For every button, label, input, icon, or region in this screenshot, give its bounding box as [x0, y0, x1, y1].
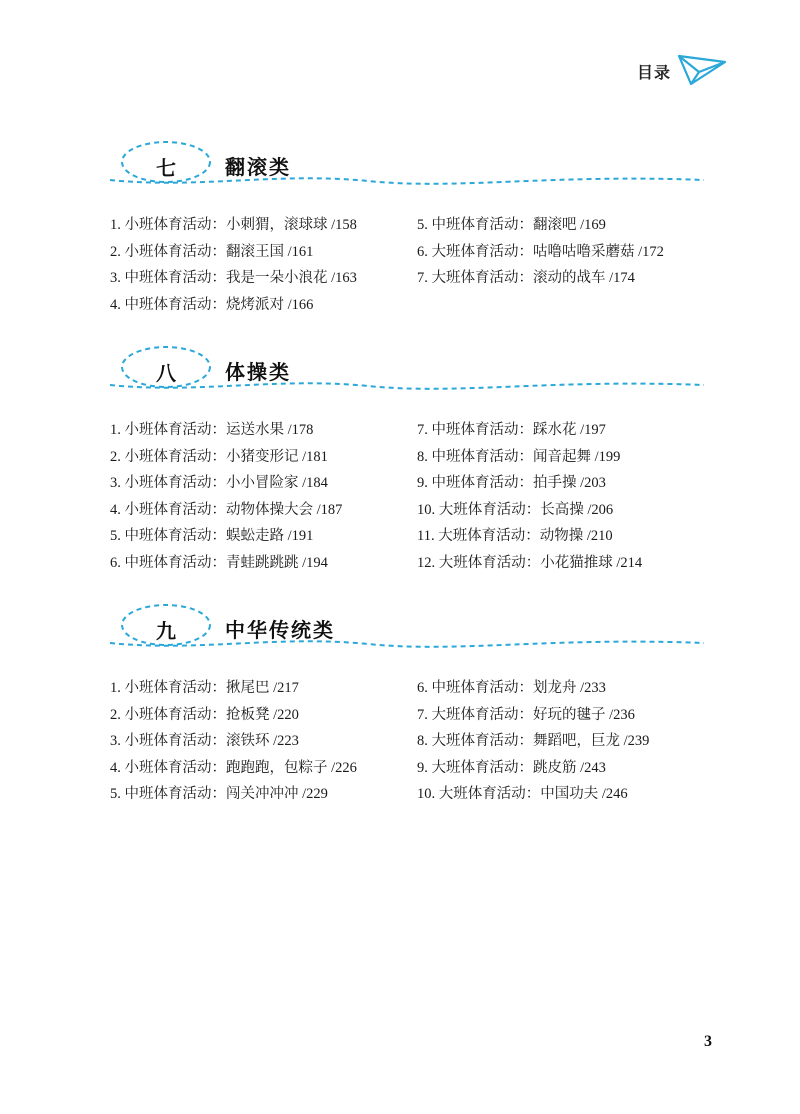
section-number: 七: [156, 156, 176, 180]
section-heading: [108, 345, 708, 395]
section-heading: [108, 140, 708, 190]
section-title: 翻滚类: [225, 155, 291, 179]
toc-entry[interactable]: 2. 小班体育活动：小猪变形记 /181: [110, 448, 328, 465]
toc-entry[interactable]: 4. 小班体育活动：动物体操大会 /187: [110, 501, 343, 518]
toc-entry[interactable]: 5. 中班体育活动：闯关冲冲冲 /229: [110, 786, 328, 802]
toc-entry[interactable]: 1. 小班体育活动：运送水果 /178: [110, 422, 314, 438]
toc-entry[interactable]: 1. 小班体育活动：小刺猬，滚球球 /158: [110, 217, 357, 233]
toc-entry[interactable]: 7. 大班体育活动：好玩的毽子 /236: [417, 706, 635, 723]
toc-entry[interactable]: 8. 中班体育活动：闻音起舞 /199: [417, 448, 621, 465]
toc-entry[interactable]: 8. 大班体育活动：舞蹈吧，巨龙 /239: [417, 733, 650, 749]
toc-entry[interactable]: 7. 大班体育活动：滚动的战车 /174: [417, 270, 635, 286]
toc-entry[interactable]: 2. 小班体育活动：翻滚王国 /161: [110, 243, 314, 260]
toc-entry[interactable]: 3. 小班体育活动：滚铁环 /223: [110, 733, 299, 749]
toc-entry[interactable]: 5. 中班体育活动：蜈蚣走路 /191: [110, 528, 314, 544]
toc-column-right: [417, 675, 649, 808]
dashed-bubble-decoration: [108, 603, 708, 653]
toc-entry[interactable]: 12. 大班体育活动：小花猫推球 /214: [417, 554, 643, 571]
toc-entry[interactable]: 1. 小班体育活动：揪尾巴 /217: [110, 680, 299, 696]
toc-entry[interactable]: 11. 大班体育活动：动物操 /210: [417, 528, 613, 544]
toc-entry[interactable]: 3. 小班体育活动：小小冒险家 /184: [110, 475, 328, 491]
toc-entry[interactable]: 4. 中班体育活动：烧烤派对 /166: [110, 296, 314, 313]
page-number: 3: [704, 1033, 712, 1050]
toc-entry[interactable]: 9. 中班体育活动：拍手操 /203: [417, 475, 606, 491]
toc-entry[interactable]: 3. 中班体育活动：我是一朵小浪花 /163: [110, 270, 357, 286]
section-heading: [108, 603, 708, 653]
toc-column-left: [110, 675, 357, 808]
toc-entry[interactable]: 2. 小班体育活动：抢板凳 /220: [110, 706, 299, 723]
toc-entry[interactable]: 9. 大班体育活动：跳皮筋 /243: [417, 759, 606, 776]
section-title: 体操类: [225, 360, 291, 384]
header-title: 目录: [637, 63, 672, 82]
toc-entry[interactable]: 6. 大班体育活动：咕噜咕噜采蘑菇 /172: [417, 243, 664, 260]
toc-entry[interactable]: 4. 小班体育活动：跑跑跑，包粽子 /226: [110, 759, 357, 776]
paper-plane-icon: [677, 52, 727, 86]
toc-entry[interactable]: 6. 中班体育活动：青蛙跳跳跳 /194: [110, 554, 328, 571]
section-number: 九: [156, 619, 176, 643]
dashed-bubble-decoration: [108, 345, 708, 395]
toc-entry[interactable]: 10. 大班体育活动：长高操 /206: [417, 501, 614, 518]
dashed-bubble-decoration: [108, 140, 708, 190]
section-number: 八: [156, 361, 176, 385]
toc-entry[interactable]: 10. 大班体育活动：中国功夫 /246: [417, 786, 628, 802]
toc-column-right: [417, 417, 642, 576]
toc-entry[interactable]: 7. 中班体育活动：踩水花 /197: [417, 422, 606, 438]
toc-entry[interactable]: 5. 中班体育活动：翻滚吧 /169: [417, 217, 606, 233]
toc-column-left: [110, 417, 342, 576]
section-title: 中华传统类: [225, 618, 335, 642]
toc-entry[interactable]: 6. 中班体育活动：划龙舟 /233: [417, 680, 606, 696]
toc-column-left: [110, 212, 357, 318]
toc-column-right: [417, 212, 664, 292]
